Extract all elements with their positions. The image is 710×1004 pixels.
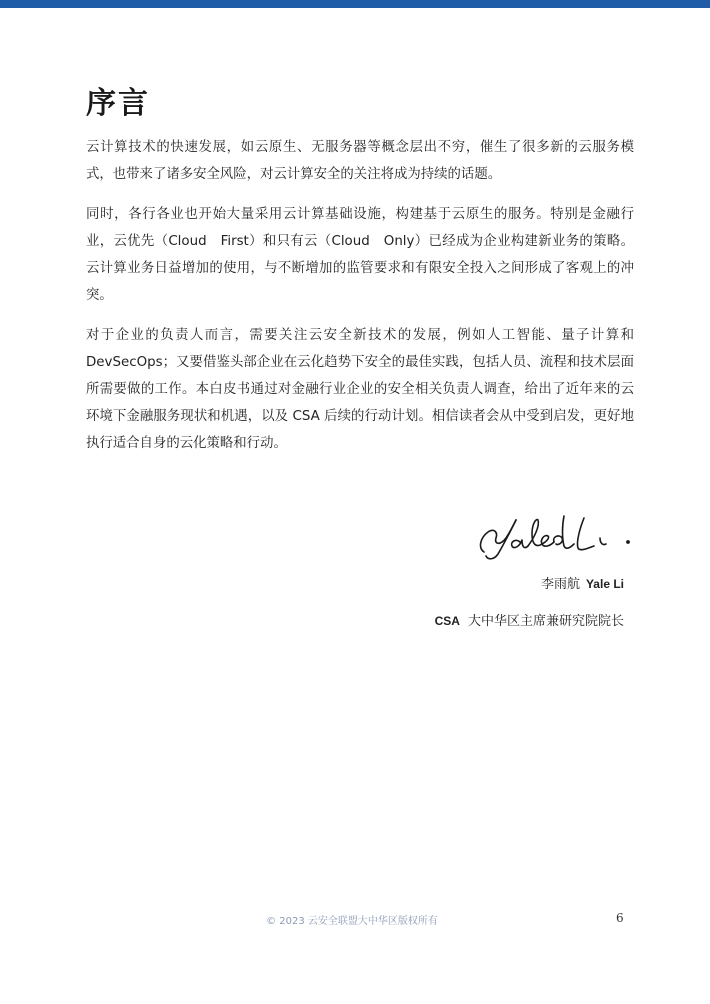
handwritten-signature	[470, 508, 635, 563]
page-number: 6	[616, 911, 624, 925]
paragraph: 云计算技术的快速发展，如云原生、无服务器等概念层出不穷，催生了很多新的云服务模式，也带来了诸多安全风险，对云计算安全的关注将成为持续的话题。	[86, 140, 634, 182]
preface-body	[86, 134, 634, 470]
paragraph: 同时，各行各业也开始大量采用云计算基础设施，构建基于云原生的服务。特别是金融行业，云优先（Cloud First）和只有云（Cloud Only）已经成为企业构建新业务的策略。云计算业务日益增加的使用，与不断增加的监管要求和有限安全投入之间形成了客观上的冲突。	[86, 207, 634, 303]
footer-copyright	[0, 912, 710, 927]
author-role	[435, 611, 624, 632]
author-title: 大中华区主席兼研究院院长	[467, 614, 624, 629]
author-name-cn: 李雨航	[540, 577, 580, 592]
author-name	[541, 574, 624, 595]
author-name-en: Yale Li	[585, 577, 624, 591]
author-org: CSA	[434, 614, 460, 628]
paragraph: 对于企业的负责人而言，需要关注云安全新技术的发展，例如人工智能、量子计算和 DevSecOps；又要借鉴头部企业在云化趋势下安全的最佳实践，包括人员、流程和技术层面所需要做的工作。本白皮书通过对金融行业企业的安全相关负责人调查，给出了近年来的云环境下金融服务现状和机遇，以及 CSA 后续的行动计划。相信读者会从中受到启发，更好地执行适合自身的云化策略和行动。	[86, 328, 634, 451]
copyright-text: © 2023 云安全联盟大中华区版权所有	[266, 916, 438, 927]
page-title: 序言	[86, 86, 150, 121]
header-accent-bar	[0, 0, 710, 8]
